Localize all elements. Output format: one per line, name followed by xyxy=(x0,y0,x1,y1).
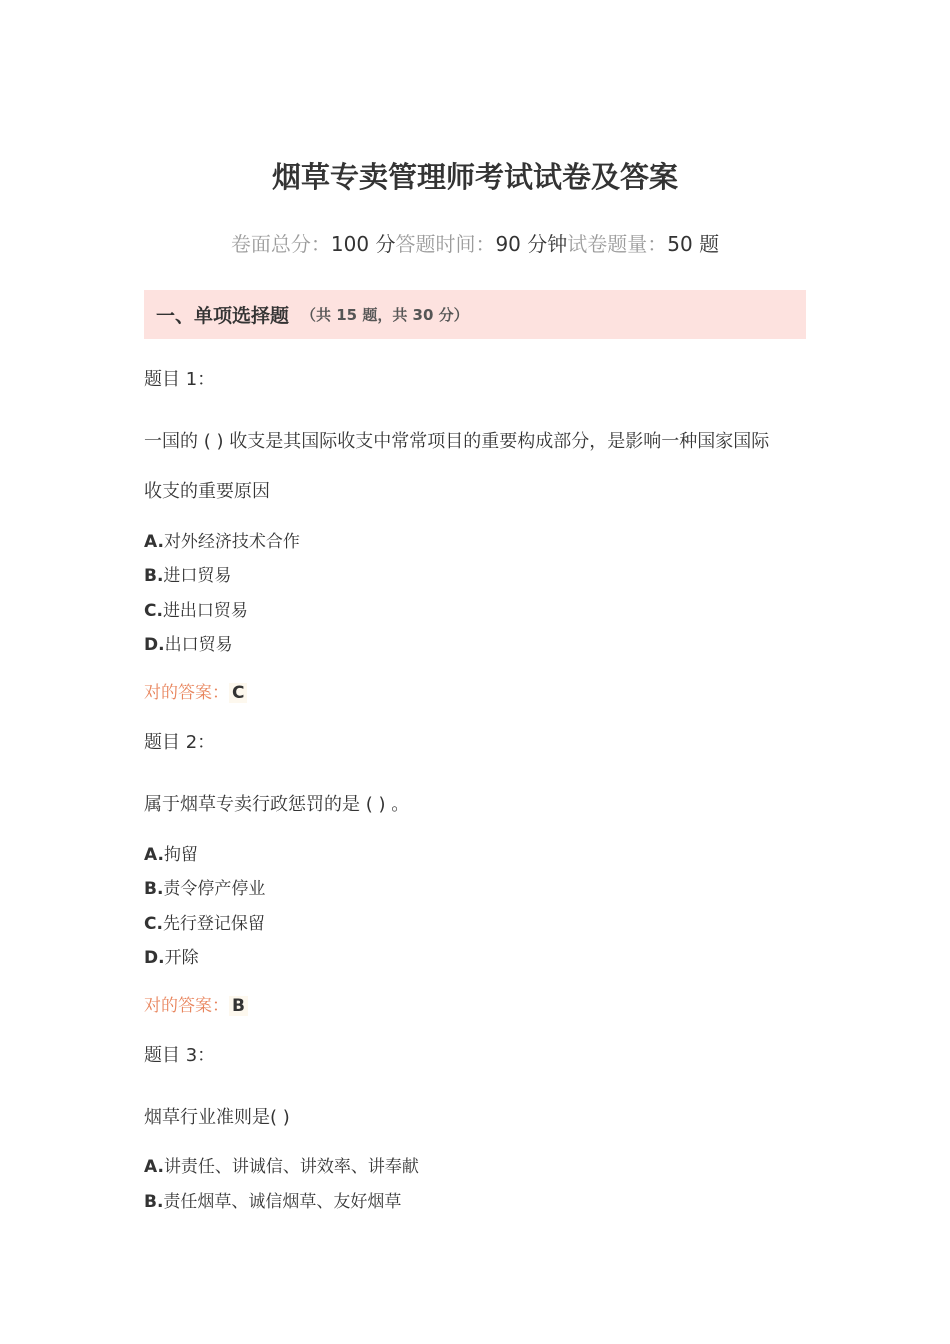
option-letter: A. xyxy=(144,845,164,865)
section-title: 一、单项选择题 xyxy=(156,305,290,327)
option-text: 讲责任、讲诚信、讲效率、讲奉献 xyxy=(163,1157,419,1177)
option-a xyxy=(144,840,198,865)
question-count-value: 50 题 xyxy=(667,232,720,256)
option-text: 进口贸易 xyxy=(163,566,232,586)
answer-label: 对的答案： xyxy=(144,683,229,703)
option-letter: A. xyxy=(144,532,164,552)
option-d xyxy=(144,943,199,968)
total-score-value: 100 分 xyxy=(330,232,396,256)
option-b xyxy=(144,561,231,586)
option-text: 出口贸易 xyxy=(164,635,233,655)
option-letter: B. xyxy=(144,566,164,586)
answer-value: C xyxy=(229,683,247,703)
option-text: 责令停产停业 xyxy=(163,879,266,899)
option-c xyxy=(144,909,265,934)
answer-label: 对的答案： xyxy=(144,996,229,1016)
question-number: 题目 1： xyxy=(144,369,216,390)
question-count-label: 试卷题量： xyxy=(567,232,668,256)
option-text: 进出口贸易 xyxy=(162,601,248,621)
option-text: 拘留 xyxy=(163,845,198,865)
exam-meta xyxy=(0,228,950,257)
option-letter: B. xyxy=(144,1192,164,1212)
option-letter: C. xyxy=(144,601,163,621)
question-text: 一国的 ( ) 收支是其国际收支中常常项目的重要构成部分，是影响一种国家国际 xyxy=(144,431,770,452)
option-text: 对外经济技术合作 xyxy=(163,532,300,552)
question-text: 烟草行业准则是( ) xyxy=(144,1107,290,1128)
exam-time-value: 90 分钟 xyxy=(495,232,568,256)
question-number: 题目 2： xyxy=(144,732,216,753)
option-c xyxy=(144,596,248,621)
option-b xyxy=(144,1187,401,1212)
option-a xyxy=(144,527,300,552)
document-title: 烟草专卖管理师考试试卷及答案 xyxy=(271,160,678,194)
option-text: 先行登记保留 xyxy=(162,914,265,934)
option-letter: B. xyxy=(144,879,164,899)
question-text: 属于烟草专卖行政惩罚的是 ( ) 。 xyxy=(144,794,410,815)
option-letter: D. xyxy=(144,948,165,968)
option-letter: A. xyxy=(144,1157,164,1177)
option-b xyxy=(144,874,265,899)
question-text: 收支的重要原因 xyxy=(144,481,270,502)
option-text: 责任烟草、诚信烟草、友好烟草 xyxy=(163,1192,402,1212)
answer-value: B xyxy=(229,996,248,1016)
total-score-label: 卷面总分： xyxy=(230,232,331,256)
option-a xyxy=(144,1152,419,1177)
exam-time-label: 答题时间： xyxy=(395,232,496,256)
answer-row xyxy=(144,678,247,703)
section-subtitle: （共 15 题，共 30 分） xyxy=(301,306,469,324)
question-number: 题目 3： xyxy=(144,1045,216,1066)
option-letter: D. xyxy=(144,635,165,655)
option-text: 开除 xyxy=(164,948,199,968)
section-header xyxy=(144,290,806,339)
option-d xyxy=(144,630,233,655)
answer-row xyxy=(144,991,248,1016)
option-letter: C. xyxy=(144,914,163,934)
